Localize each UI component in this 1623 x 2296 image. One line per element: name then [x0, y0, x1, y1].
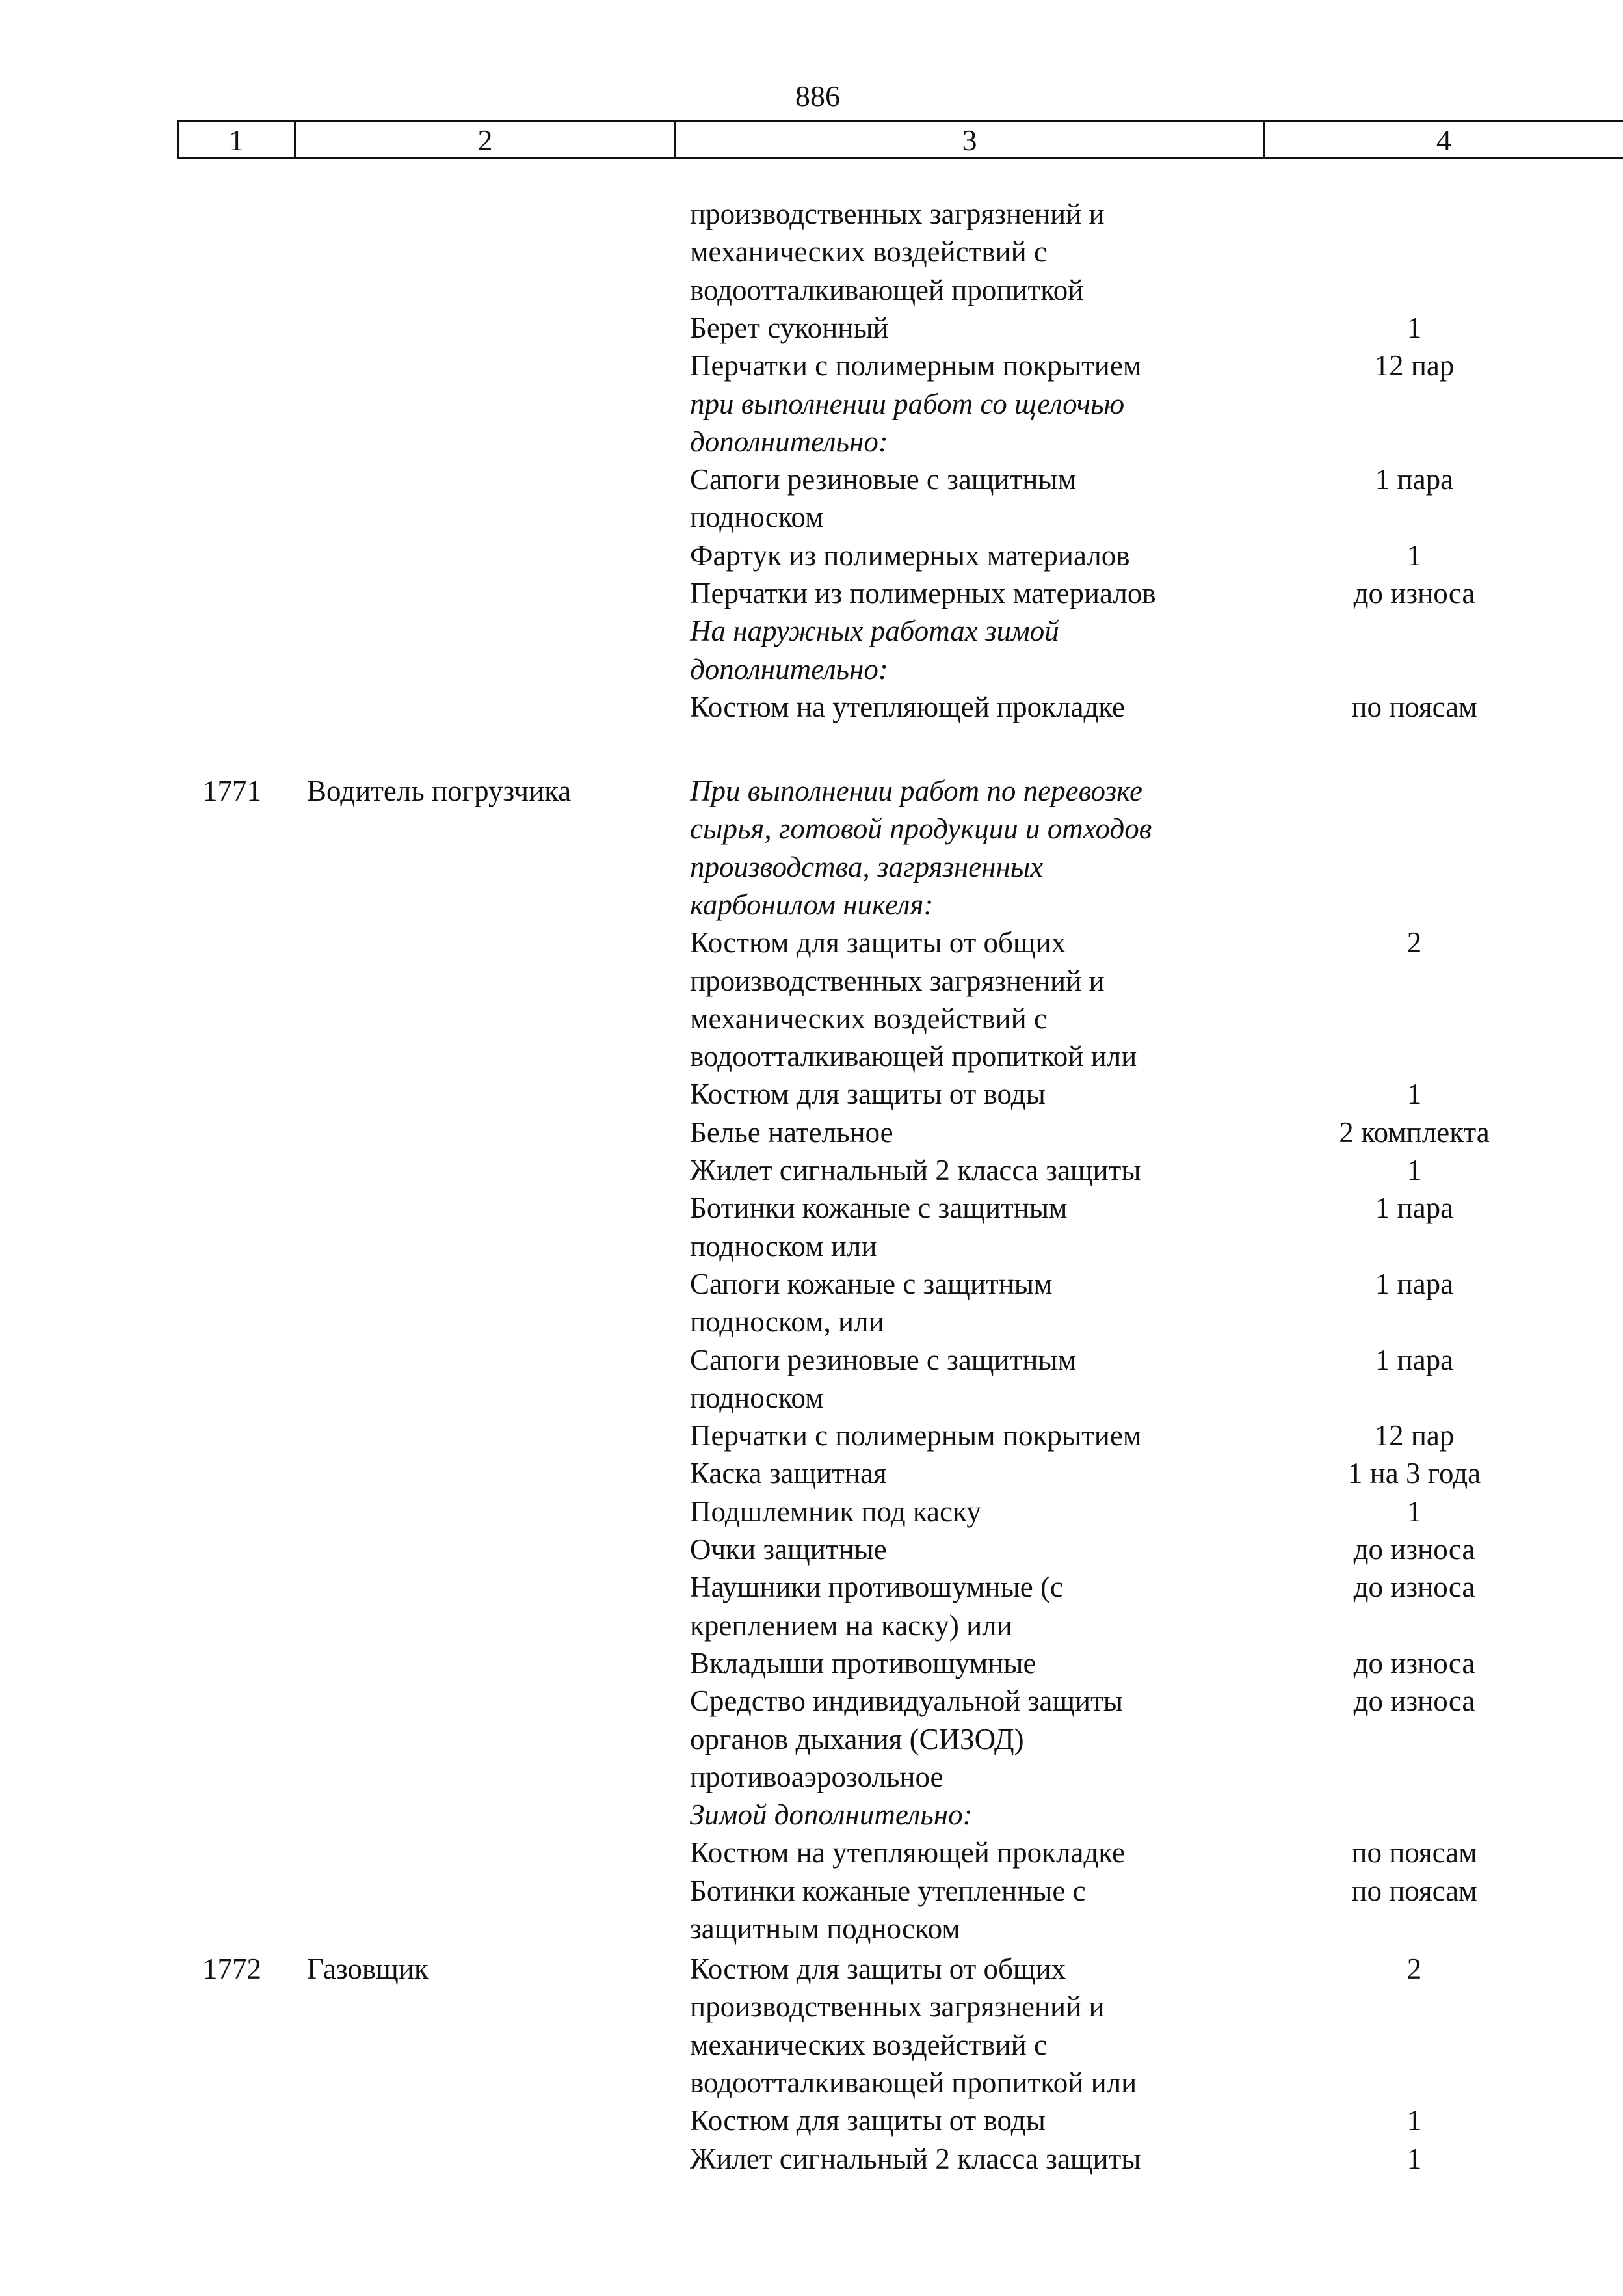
item-line: Костюм для защиты от воды	[690, 1078, 1046, 1111]
header-col-4: 4	[1436, 123, 1451, 157]
quantity-cell: 1 пара	[1375, 463, 1454, 496]
quantity-cell: 1	[1406, 1154, 1422, 1186]
item-line: Перчатки с полимерным покрытием	[690, 349, 1142, 382]
quantity-cell: до износа	[1353, 577, 1475, 609]
item-line: защитным подноском	[690, 1912, 960, 1945]
item-line: На наружных работах зимой	[690, 615, 1059, 648]
item-line: при выполнении работ со щелочью	[690, 387, 1125, 420]
item-line: производственных загрязнений и	[690, 198, 1105, 230]
quantity-cell: 1	[1406, 311, 1422, 344]
item-line: производственных загрязнений и	[690, 1990, 1105, 2023]
item-line: дополнительно:	[690, 425, 888, 458]
item-line: Сапоги кожаные с защитным	[690, 1267, 1053, 1300]
item-line: Фартук из полимерных материалов	[690, 539, 1130, 572]
quantity-cell: 1	[1406, 1078, 1422, 1111]
quantity-cell: по поясам	[1351, 1874, 1477, 1907]
page-number: 886	[795, 79, 840, 113]
item-line: подноском, или	[690, 1305, 884, 1339]
item-line: водоотталкивающей пропиткой или	[690, 1040, 1137, 1073]
quantity-cell: по поясам	[1351, 1836, 1477, 1869]
item-line: Каска защитная	[690, 1457, 887, 1490]
entry-number: 1771	[203, 775, 261, 807]
quantity-cell: до износа	[1353, 1646, 1475, 1679]
quantity-cell: до износа	[1353, 1571, 1475, 1604]
quantity-cell: 1 пара	[1375, 1267, 1454, 1300]
item-line: механических воздействий с	[690, 2028, 1047, 2061]
quantity-cell: 1	[1406, 539, 1422, 572]
quantity-cell: 2	[1406, 926, 1422, 959]
item-line: Ботинки кожаные с защитным	[690, 1192, 1068, 1225]
item-line: механических воздействий с	[690, 235, 1047, 269]
quantity-cell: до износа	[1353, 1685, 1475, 1718]
item-line: подноском или	[690, 1229, 877, 1262]
item-line: Жилет сигнальный 2 класса защиты	[690, 2142, 1141, 2175]
item-line: Жилет сигнальный 2 класса защиты	[690, 1154, 1141, 1186]
item-line: Костюм для защиты от воды	[690, 2104, 1046, 2137]
table-header-row	[177, 120, 1623, 159]
item-line: производства, загрязненных	[690, 850, 1044, 883]
quantity-cell: 2 комплекта	[1339, 1115, 1490, 1149]
quantity-cell: 1 пара	[1375, 1343, 1454, 1376]
position-title: Газовщик	[307, 1953, 429, 1985]
item-line: органов дыхания (СИЗОД)	[690, 1722, 1024, 1755]
quantity-cell: 1	[1406, 1495, 1422, 1528]
item-line: водоотталкивающей пропиткой	[690, 273, 1084, 306]
item-line: Ботинки кожаные утепленные с	[690, 1874, 1086, 1907]
item-line: карбонилом никеля:	[690, 888, 934, 921]
item-line: Вкладыши противошумные	[690, 1646, 1036, 1679]
item-line: противоаэрозольное	[690, 1760, 943, 1793]
item-line: Костюм для защиты от общих	[690, 926, 1066, 959]
position-title: Водитель погрузчика	[307, 775, 572, 807]
item-line: Сапоги резиновые с защитным	[690, 1343, 1077, 1376]
item-line: производственных загрязнений и	[690, 964, 1105, 997]
header-col-1: 1	[179, 122, 296, 157]
item-line: водоотталкивающей пропиткой или	[690, 2066, 1137, 2099]
quantity-cell: 12 пар	[1374, 349, 1455, 382]
header-col-3: 3	[676, 122, 1265, 157]
item-line: сырья, готовой продукции и отходов	[690, 812, 1152, 846]
item-line: дополнительно:	[690, 652, 888, 686]
quantity-cell: 12 пар	[1374, 1419, 1455, 1452]
item-line: Сапоги резиновые с защитным	[690, 463, 1077, 496]
item-line: креплением на каску) или	[690, 1609, 1012, 1642]
item-line: Подшлемник под каску	[690, 1495, 981, 1528]
quantity-cell: 2	[1406, 1953, 1422, 1985]
item-line: механических воздействий с	[690, 1002, 1047, 1035]
item-line: Белье нательное	[690, 1115, 893, 1149]
entry-number: 1772	[203, 1953, 261, 1985]
item-line: подноском	[690, 1381, 824, 1414]
quantity-cell: до износа	[1353, 1533, 1475, 1566]
quantity-cell: 1 пара	[1375, 1192, 1454, 1225]
item-line: Средство индивидуальной защиты	[690, 1685, 1124, 1718]
quantity-cell: по поясам	[1351, 690, 1477, 723]
item-line: Перчатки с полимерным покрытием	[690, 1419, 1142, 1452]
item-line: Зимой дополнительно:	[690, 1798, 973, 1832]
item-line: Костюм на утепляющей прокладке	[690, 690, 1126, 723]
quantity-cell: 1	[1406, 2142, 1422, 2175]
header-col-2: 2	[296, 122, 676, 157]
item-line: Наушники противошумные (с	[690, 1571, 1063, 1604]
item-line: Костюм на утепляющей прокладке	[690, 1836, 1126, 1869]
item-line: При выполнении работ по перевозке	[690, 775, 1142, 807]
item-line: подноском	[690, 501, 824, 534]
item-line: Берет суконный	[690, 311, 889, 344]
quantity-cell: 1	[1406, 2104, 1422, 2137]
item-line: Очки защитные	[690, 1533, 887, 1566]
quantity-cell: 1 на 3 года	[1347, 1457, 1481, 1490]
item-line: Костюм для защиты от общих	[690, 1953, 1066, 1985]
item-line: Перчатки из полимерных материалов	[690, 577, 1156, 609]
